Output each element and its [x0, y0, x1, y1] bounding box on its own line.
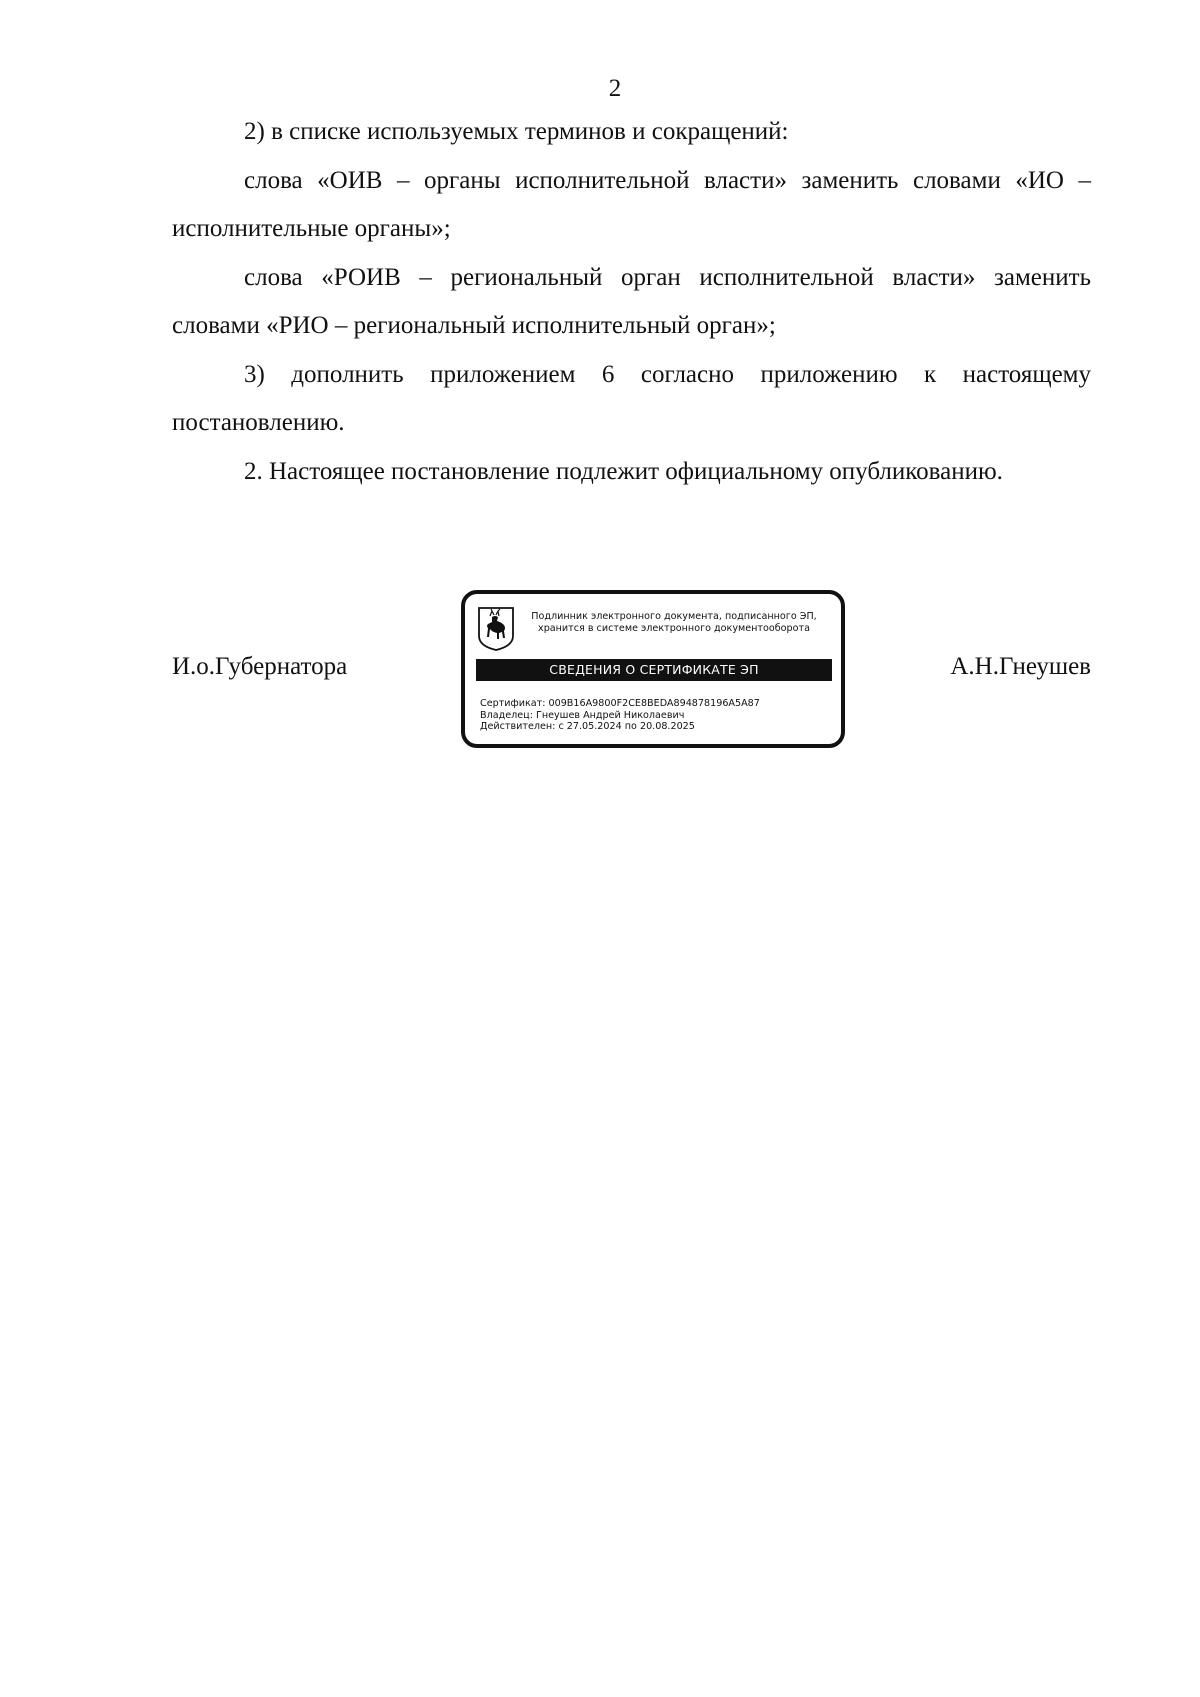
paragraph-terms-list: 2) в списке используемых терминов и сокращений:	[244, 118, 789, 145]
signatory-position: И.о.Губернатора	[172, 653, 348, 680]
stamp-certificate-validity: Действителен: с 27.05.2024 по 20.08.2025	[480, 721, 695, 732]
stamp-certificate-number: Сертификат: 009B16A9800F2CE8BEDA894878196A5A87	[480, 698, 760, 709]
paragraph-publication: 2. Настоящее постановление подлежит официальному опубликованию.	[244, 457, 1003, 485]
signatory-name: А.Н.Гнеушев	[950, 653, 1091, 680]
paragraph-appendix-6: 3) дополнить приложением 6 согласно приложению к настоящему постановлению.	[172, 360, 1091, 436]
paragraph-oiv-replacement: слова «ОИВ – органы исполнительной власти» заменить словами «ИО – исполнительные органы»;	[172, 166, 1091, 242]
signature-block	[172, 590, 1091, 756]
deer-coat-of-arms-icon	[477, 606, 515, 652]
electronic-signature-stamp	[461, 590, 845, 748]
stamp-certificate-title: СВЕДЕНИЯ О СЕРТИФИКАТЕ ЭП	[476, 659, 832, 681]
document-body	[172, 108, 1091, 496]
stamp-certificate-owner: Владелец: Гнеушев Андрей Николаевич	[480, 709, 685, 721]
stamp-header	[517, 611, 831, 635]
paragraph-roiv-replacement: слова «РОИВ – региональный орган исполнительной власти» заменить словами «РИО – региональный исполнительный орган»;	[172, 263, 1091, 339]
stamp-certificate-details	[480, 698, 830, 733]
page-number: 2	[608, 75, 622, 102]
stamp-header-line-2: хранится в системе электронного документооборота	[538, 623, 810, 634]
stamp-header-line-1: Подлинник электронного документа, подписанного ЭП,	[531, 611, 817, 622]
